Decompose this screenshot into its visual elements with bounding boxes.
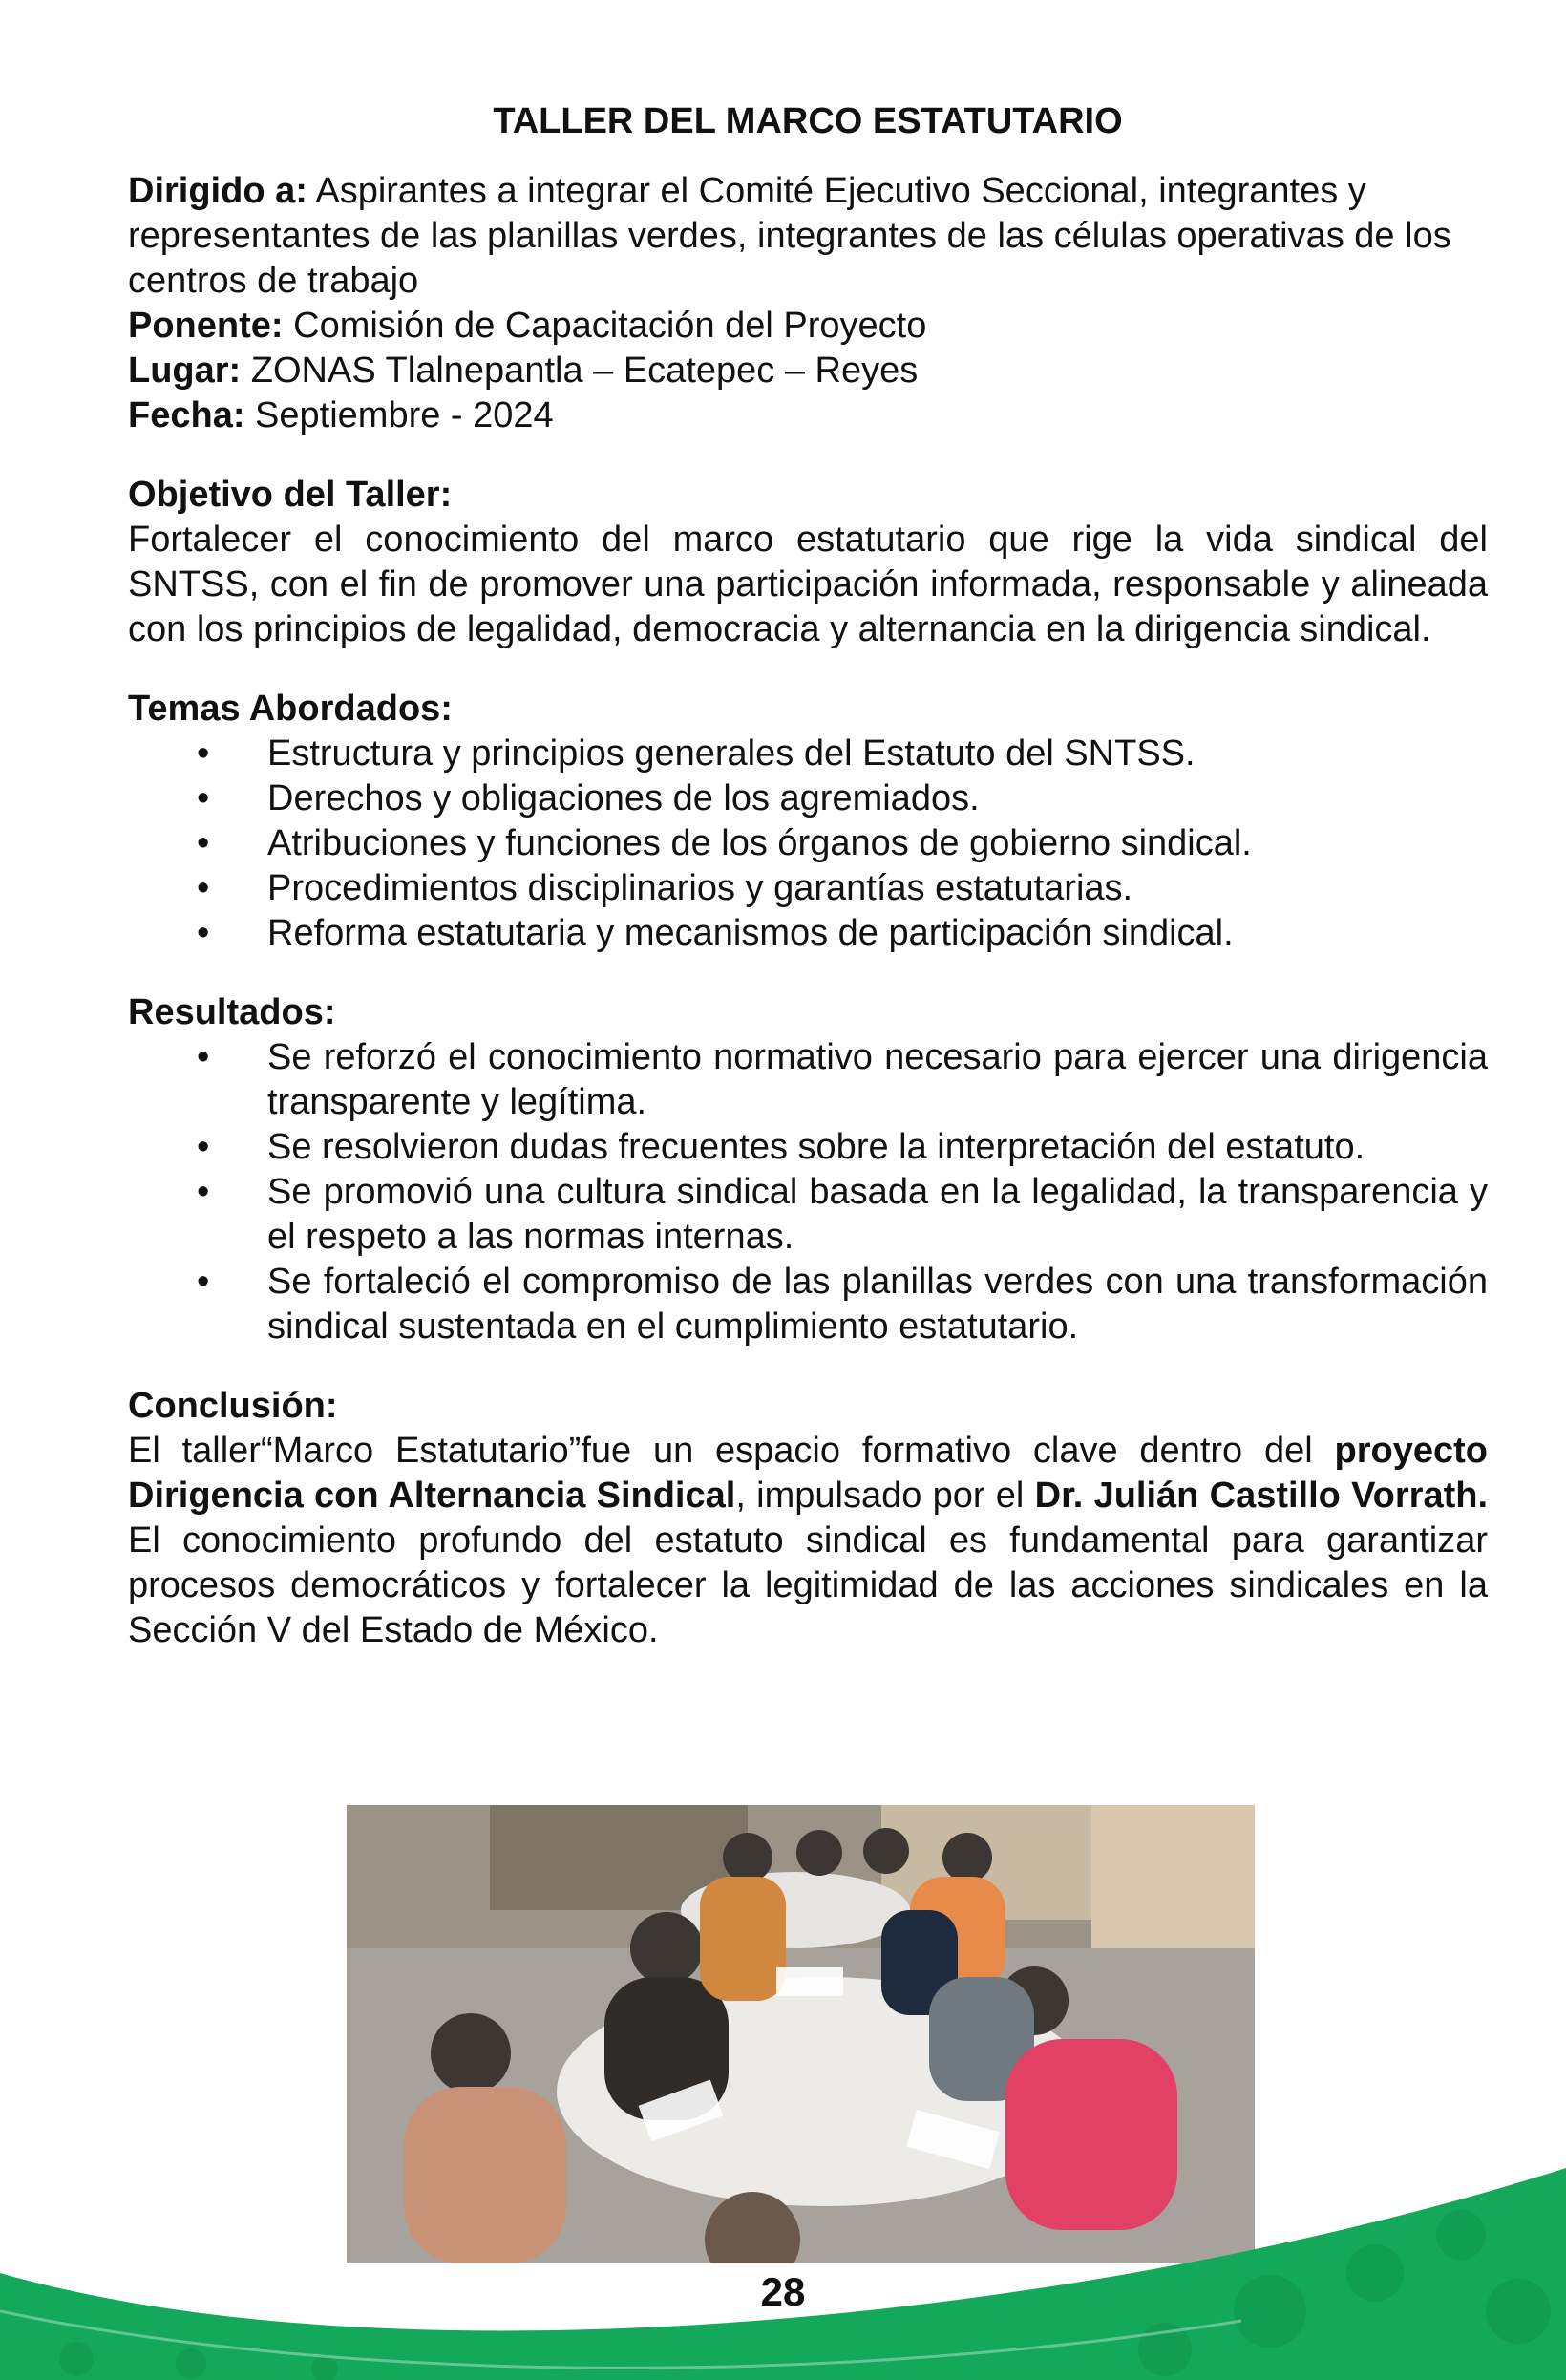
conclusion-bold-project: proyecto Dirigencia con Alternancia Sindical [128, 1431, 1488, 1516]
objetivo-heading: Objetivo del Taller: [128, 475, 453, 515]
conclusion-bold-name: Dr. Julián Castillo Vorrath. [1034, 1476, 1489, 1516]
list-item: • Estructura y principios generales del Estatuto del SNTSS. [128, 732, 1488, 776]
resultados-list [128, 1035, 1488, 1349]
dirigido-paragraph [128, 169, 1488, 304]
resultados-heading: Resultados: [128, 992, 336, 1032]
dirigido-label: Dirigido a: [128, 171, 307, 211]
list-item: • Se reforzó el conocimiento normativo necesario para ejercer una dirigencia transparente y legítima. [128, 1035, 1488, 1125]
ponente-value: Comisión de Capacitación del Proyecto [283, 306, 927, 346]
lugar-line [128, 349, 1488, 393]
list-item: • Derechos y obligaciones de los agremiados. [128, 776, 1488, 821]
temas-list [128, 732, 1488, 956]
conclusion-heading: Conclusión: [128, 1386, 338, 1426]
spacer [128, 956, 1488, 990]
lugar-label: Lugar: [128, 351, 242, 391]
fecha-value: Septiembre - 2024 [244, 395, 554, 436]
conclusion-part1: El taller“Marco Estatutario”fue un espacio formativo clave dentro del [128, 1431, 1335, 1471]
page-number: 28 [760, 2269, 806, 2314]
spacer [128, 438, 1488, 473]
ponente-label: Ponente: [128, 306, 284, 346]
list-item: • Procedimientos disciplinarios y garantías estatutarias. [128, 866, 1488, 911]
conclusion-part2: , impulsado por el [735, 1476, 1035, 1516]
conclusion-text [128, 1429, 1488, 1653]
dirigido-value: Aspirantes a integrar el Comité Ejecutivo Seccional, integrantes y representantes de las planillas verdes, integrantes de las células operativas de los centros de trabajo [128, 171, 1451, 301]
conclusion-part3: El conocimiento profundo del estatuto sindical es fundamental para garantizar procesos democráticos y fortalecer la legitimidad de las acciones sindicales en la Sección V del Estado de México. [128, 1520, 1488, 1650]
ponente-line [128, 304, 1488, 349]
temas-heading: Temas Abordados: [128, 689, 453, 729]
list-item: • Atribuciones y funciones de los órganos de gobierno sindical. [128, 821, 1488, 866]
fecha-label: Fecha: [128, 395, 245, 436]
list-item: • Se promovió una cultura sindical basada en la legalidad, la transparencia y el respeto a las normas internas. [128, 1170, 1488, 1260]
fecha-line [128, 393, 1488, 438]
main-content [128, 99, 1488, 1653]
objetivo-text: Fortalecer el conocimiento del marco estatutario que rige la vida sindical del SNTSS, con el fin de promover una participación informada, responsable y alineada con los principios de legalidad, democracia y alternancia en la dirigencia sindical. [128, 520, 1488, 649]
lugar-value: ZONAS Tlalnepantla – Ecatepec – Reyes [241, 351, 919, 391]
page-title: TALLER DEL MARCO ESTATUTARIO [493, 101, 1123, 141]
spacer [128, 652, 1488, 687]
spacer [128, 1349, 1488, 1384]
list-item: • Reforma estatutaria y mecanismos de participación sindical. [128, 911, 1488, 956]
list-item: • Se fortaleció el compromiso de las planillas verdes con una transformación sindical sustentada en el cumplimiento estatutario. [128, 1260, 1488, 1349]
list-item: • Se resolvieron dudas frecuentes sobre la interpretación del estatuto. [128, 1125, 1488, 1170]
